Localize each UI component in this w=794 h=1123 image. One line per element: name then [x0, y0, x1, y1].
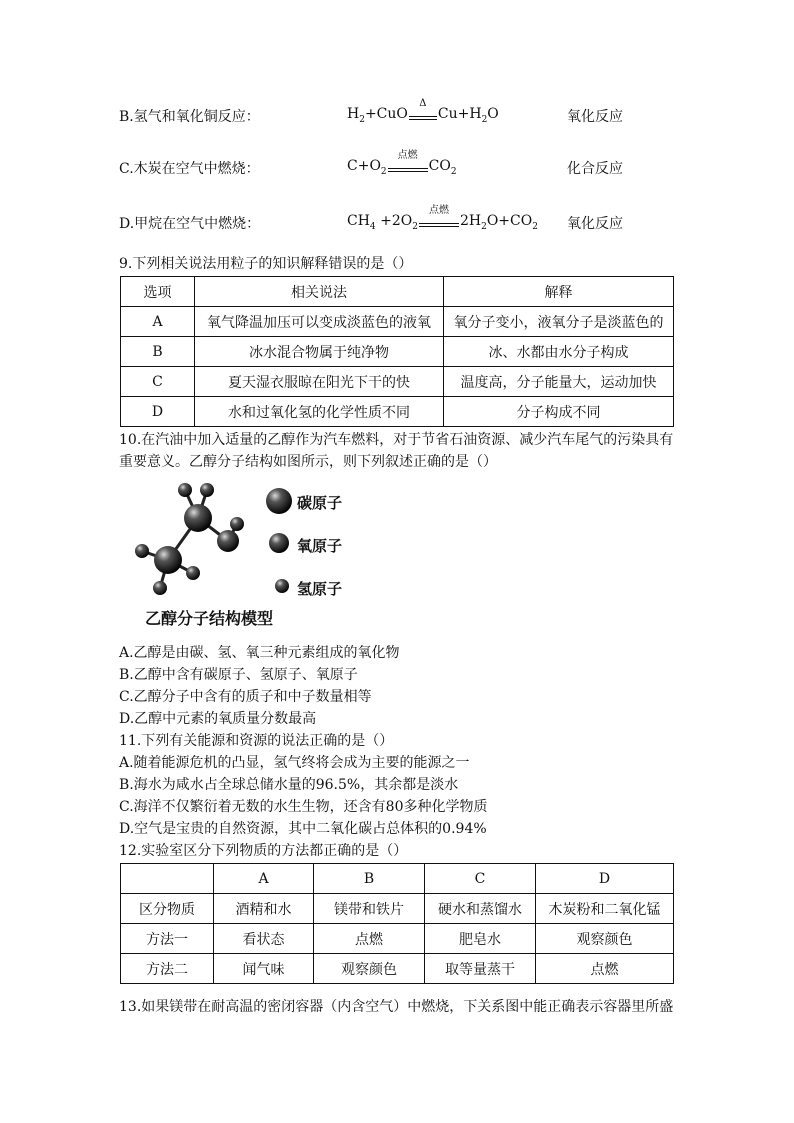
- table-row: [121, 367, 674, 397]
- reaction-c-equation: C+O 2 点燃 CO 2: [347, 150, 457, 177]
- reaction-d-type: 氧化反应: [567, 216, 623, 232]
- hydrogen-atom-ball: [200, 483, 214, 497]
- legend-carbon-label: 碳原子: [297, 494, 343, 512]
- table-cell: 夏天湿衣服晾在阳光下干的快: [195, 367, 444, 397]
- table-row: [121, 924, 674, 954]
- table-cell: B: [121, 337, 195, 367]
- carbon-atom-ball: [154, 546, 182, 574]
- table-row: [121, 954, 674, 984]
- hydrogen-atom-ball: [153, 581, 167, 595]
- table-cell: 观察颜色: [536, 924, 674, 954]
- table-cell: 看状态: [214, 924, 314, 954]
- table-row: [121, 337, 674, 367]
- reaction-c-arrow: 点燃: [388, 160, 428, 174]
- reaction-b-arrow: Δ: [409, 108, 437, 122]
- legend-hydrogen-ball: [275, 579, 289, 593]
- reaction-c-label: C.木炭在空气中燃烧：: [119, 161, 260, 177]
- hydrogen-atom-ball: [186, 566, 200, 580]
- legend-oxygen-ball: [269, 533, 289, 553]
- legend-oxygen-label: 氧原子: [297, 537, 343, 555]
- q13-stem: 13.如果镁带在耐高温的密闭容器（内含空气）中燃烧，下关系图中能正确表示容器里所盛: [119, 999, 674, 1015]
- table-cell: 硬水和蒸馏水: [425, 894, 536, 924]
- hydrogen-atom-ball: [135, 544, 149, 558]
- q10-option-b: B.乙醇中含有碳原子、氢原子、氧原子: [119, 667, 358, 683]
- table-row: [121, 277, 674, 307]
- table-row: [121, 864, 674, 894]
- table-cell: 水和过氧化氢的化学性质不同: [195, 397, 444, 427]
- table-cell: C: [121, 367, 195, 397]
- table-cell: A: [121, 307, 195, 337]
- oxygen-atom-ball: [217, 530, 239, 552]
- q12-stem: 12.实验室区分下列物质的方法都正确的是（）: [119, 843, 408, 859]
- table-cell: 区分物质: [121, 894, 214, 924]
- q10-option-c: C.乙醇分子中含有的质子和中子数量相等: [119, 689, 372, 705]
- table-cell: 木炭粉和二氧化锰: [536, 894, 674, 924]
- table-cell: 肥皂水: [425, 924, 536, 954]
- q10-stem-line1: 10.在汽油中加入适量的乙醇作为汽车燃料，对于节省石油资源、减少汽车尾气的污染具有: [119, 432, 674, 448]
- table-cell: 酒精和水: [214, 894, 314, 924]
- table-cell: 冰水混合物属于纯净物: [195, 337, 444, 367]
- q10-stem-line2: 重要意义。乙醇分子结构如图所示，则下列叙述正确的是（）: [119, 454, 497, 470]
- table-cell: 观察颜色: [314, 954, 425, 984]
- q9-header-statement: 相关说法: [195, 277, 444, 307]
- legend-carbon-ball: [266, 488, 292, 514]
- q10-option-d: D.乙醇中元素的氧质量分数最高: [119, 711, 317, 727]
- q12-header-blank: [121, 864, 214, 894]
- q11-option-d: D.空气是宝贵的自然资源，其中二氧化碳占总体积的0.94%: [119, 821, 487, 837]
- hydrogen-atom-ball: [178, 483, 192, 497]
- table-cell: D: [121, 397, 195, 427]
- q12-header-b: B: [314, 864, 425, 894]
- table-cell: 方法二: [121, 954, 214, 984]
- carbon-atom-ball: [184, 504, 212, 532]
- table-row: [121, 307, 674, 337]
- reaction-b-label: B.氢气和氧化铜反应：: [119, 109, 260, 125]
- q9-header-explanation: 解释: [444, 277, 674, 307]
- table-cell: 温度高，分子能量大，运动加快: [444, 367, 674, 397]
- table-cell: 方法一: [121, 924, 214, 954]
- q9-table: [120, 276, 674, 427]
- table-cell: 氧气降温加压可以变成淡蓝色的液氧: [195, 307, 444, 337]
- table-row: [121, 397, 674, 427]
- table-cell: 点燃: [314, 924, 425, 954]
- legend-hydrogen-label: 氢原子: [297, 580, 343, 598]
- q11-option-a: A.随着能源危机的凸显，氢气终将会成为主要的能源之一: [119, 755, 470, 771]
- table-cell: 分子构成不同: [444, 397, 674, 427]
- hydrogen-atom-ball: [230, 517, 244, 531]
- reaction-b-equation: H 2 +CuO Δ Cu+H 2 O: [347, 98, 499, 125]
- reaction-d-arrow: 点燃: [419, 215, 459, 229]
- q11-option-b: B.海水为咸水占全球总储水量的96.5%，其余都是淡水: [119, 777, 459, 793]
- table-cell: 镁带和铁片: [314, 894, 425, 924]
- q11-option-c: C.海洋不仅繁衍着无数的水生生物，还含有80多种化学物质: [119, 799, 488, 815]
- q12-header-d: D: [536, 864, 674, 894]
- q12-header-c: C: [425, 864, 536, 894]
- q11-stem: 11.下列有关能源和资源的说法正确的是（）: [119, 733, 394, 749]
- table-cell: 点燃: [536, 954, 674, 984]
- reaction-c-type: 化合反应: [567, 161, 623, 177]
- table-cell: 闻气味: [214, 954, 314, 984]
- q12-table: [120, 863, 674, 984]
- reaction-d-equation: CH 4 +2O 2 点燃 2H 2 O+CO 2: [347, 205, 538, 232]
- reaction-d-label: D.甲烷在空气中燃烧：: [119, 216, 261, 232]
- q12-header-a: A: [214, 864, 314, 894]
- table-cell: 冰、水都由水分子构成: [444, 337, 674, 367]
- q9-header-option: 选项: [121, 277, 195, 307]
- q10-option-a: A.乙醇是由碳、氢、氧三种元素组成的氧化物: [119, 645, 400, 661]
- table-cell: 氧分子变小，液氧分子是淡蓝色的: [444, 307, 674, 337]
- table-row: [121, 894, 674, 924]
- reaction-b-type: 氧化反应: [567, 109, 623, 125]
- table-cell: 取等量蒸干: [425, 954, 536, 984]
- q9-stem: 9.下列相关说法用粒子的知识解释错误的是（）: [119, 256, 413, 272]
- molecule-model-title: 乙醇分子结构模型: [145, 609, 274, 628]
